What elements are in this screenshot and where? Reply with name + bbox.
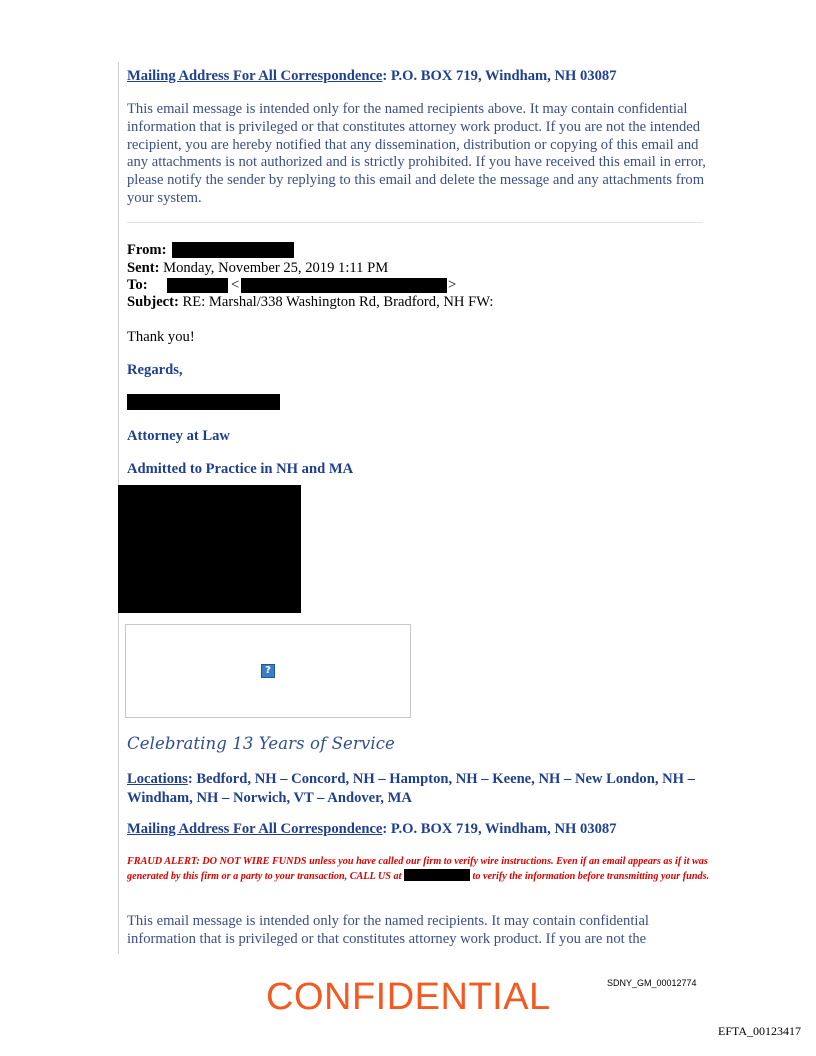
redaction-from	[172, 242, 294, 258]
fraud-alert-part1: FRAUD ALERT: DO NOT WIRE FUNDS unless you have called our firm to verify wire instructions. Even if an email appears as if it was generated by this firm or a party to your transaction, CALL US at	[127, 856, 708, 882]
locations	[127, 770, 712, 807]
sent-line	[127, 260, 388, 277]
to-close-bracket: >	[448, 277, 457, 293]
fraud-alert-part2: to verify the information before transmitting your funds.	[472, 871, 710, 882]
sent-label: Sent:	[127, 260, 160, 276]
broken-image-icon: ?	[261, 664, 275, 678]
subject-label: Subject:	[127, 294, 179, 310]
efta-number: EFTA_00123417	[718, 1024, 802, 1038]
subject-value: RE: Marshal/338 Washington Rd, Bradford, NH FW:	[182, 294, 494, 310]
redaction-phone	[404, 869, 470, 881]
bottom-mailing-label: Mailing Address For All Correspondence	[127, 821, 383, 837]
top-mailing-address	[127, 68, 617, 85]
image-placeholder	[125, 624, 411, 718]
from-line	[127, 242, 166, 259]
locations-label: Locations	[127, 771, 188, 787]
bates-number: SDNY_GM_00012774	[607, 978, 697, 988]
confidential-stamp: CONFIDENTIAL	[266, 976, 551, 1018]
to-line	[127, 277, 148, 294]
regards-text: Regards,	[127, 362, 183, 378]
top-disclaimer: This email message is intended only for the named recipients above. It may contain confidential information that is privileged or that constitutes attorney work product. If you are not the intended recipient, you are hereby notified that any dissemination, distribution or copying of this email and any attachments is not authorized and is strictly prohibited. If you have received this email in error, please notify the sender by replying to this email and delete the message and any attachments from your system.	[127, 101, 706, 206]
redaction-to-name	[167, 278, 228, 293]
attorney-title: Attorney at Law	[127, 428, 230, 444]
divider	[127, 222, 703, 223]
fraud-alert	[127, 855, 712, 884]
admitted-text: Admitted to Practice in NH and MA	[127, 461, 354, 477]
top-mailing-value: : P.O. BOX 719, Windham, NH 03087	[382, 68, 617, 84]
redaction-signature-name	[127, 394, 280, 410]
bottom-mailing-value: : P.O. BOX 719, Windham, NH 03087	[382, 821, 617, 837]
thanks-text: Thank you!	[127, 329, 195, 345]
from-label: From:	[127, 242, 167, 258]
redaction-logo	[118, 485, 301, 613]
to-open-bracket: <	[231, 277, 240, 293]
bottom-disclaimer: This email message is intended only for the named recipients. It may contain confidential information that is privileged or that constitutes attorney work product. If you are not the	[127, 913, 649, 947]
bottom-mailing-address	[127, 821, 617, 838]
to-label: To:	[127, 277, 148, 293]
locations-value: : Bedford, NH – Concord, NH – Hampton, NH – Keene, NH – New London, NH – Windham, NH – Norwich, VT – Andover, MA	[127, 771, 695, 806]
subject-line	[127, 294, 494, 311]
celebrating-text: Celebrating 13 Years of Service	[127, 734, 395, 753]
sent-value: Monday, November 25, 2019 1:11 PM	[163, 260, 389, 276]
top-mailing-label: Mailing Address For All Correspondence	[127, 68, 383, 84]
redaction-to-email	[241, 278, 447, 293]
